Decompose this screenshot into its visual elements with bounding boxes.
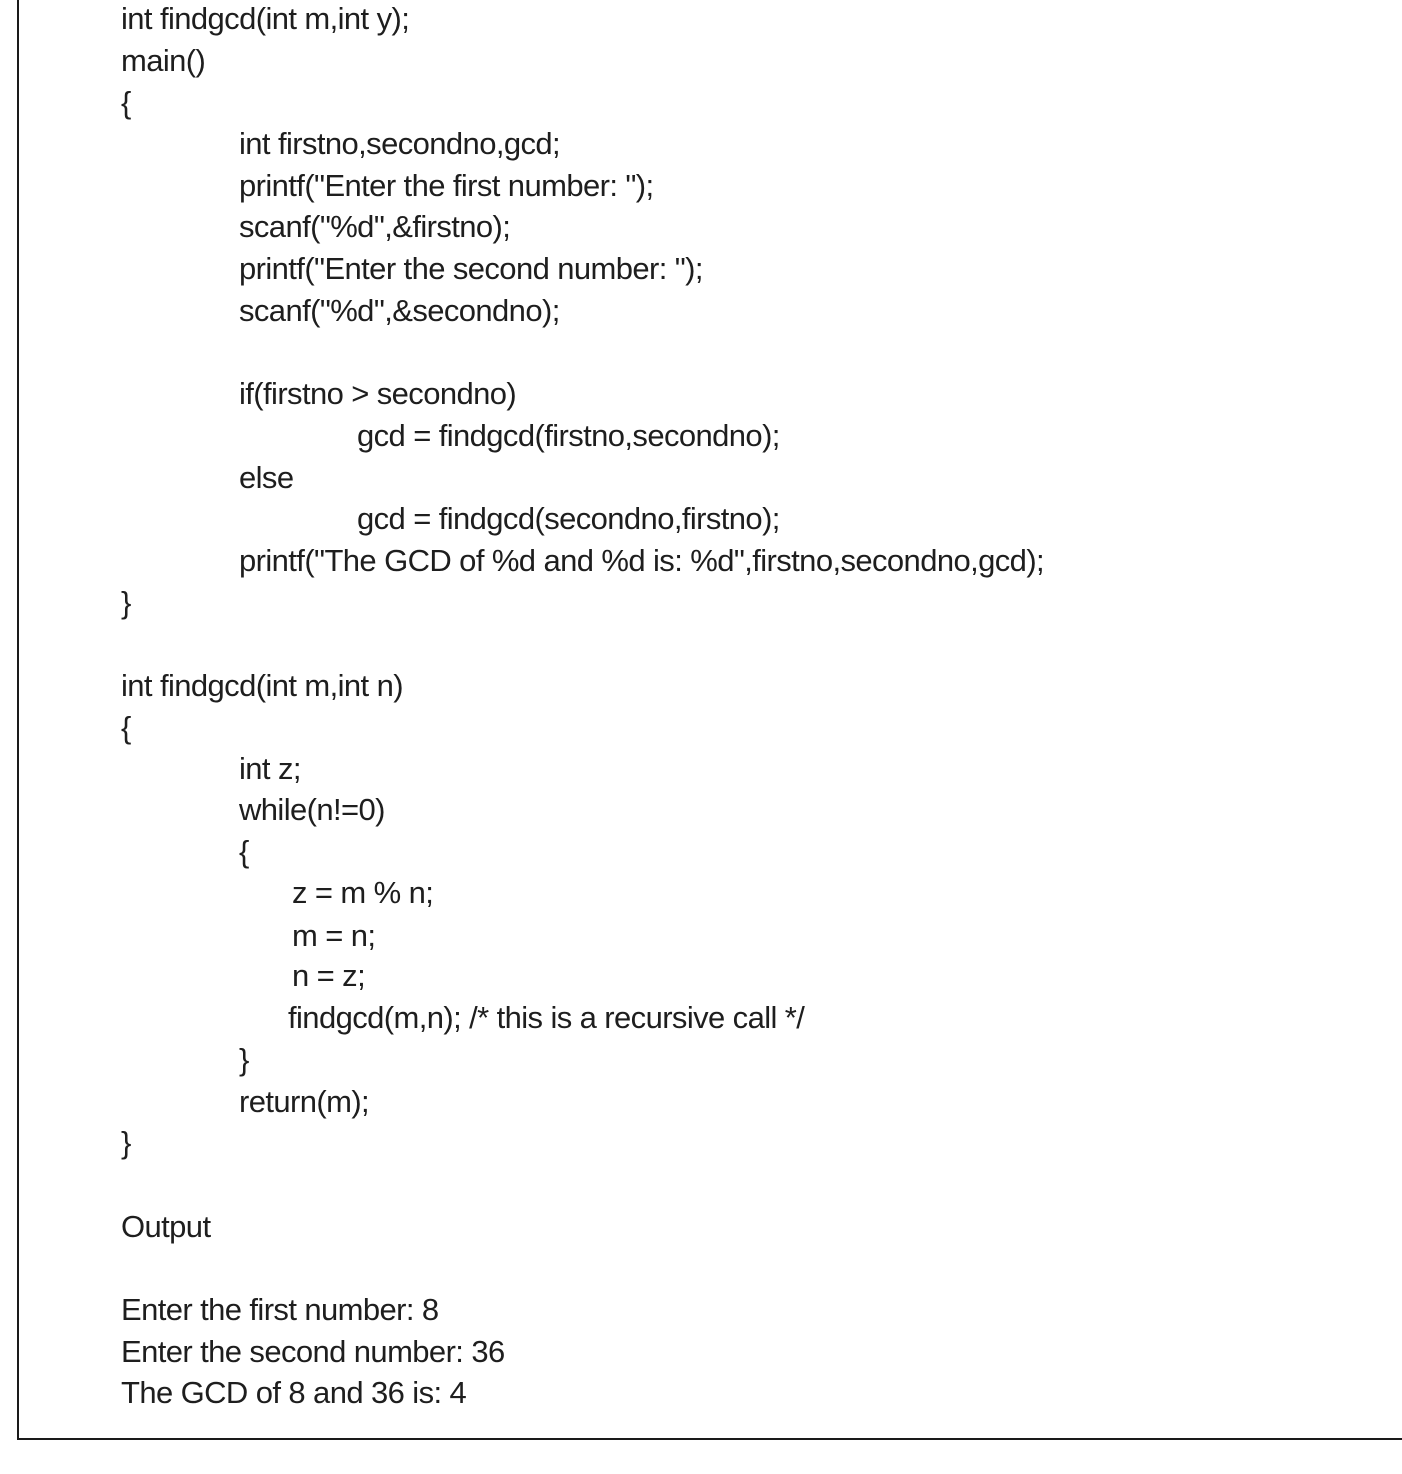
code-line: z = m % n; <box>292 875 434 910</box>
code-line: if(firstno > secondno) <box>239 376 517 411</box>
code-line: } <box>121 585 131 620</box>
code-line: while(n!=0) <box>239 792 385 827</box>
output-line: The GCD of 8 and 36 is: 4 <box>121 1375 467 1410</box>
code-line: int z; <box>239 751 301 786</box>
code-line: main() <box>121 43 206 78</box>
output-line: Enter the second number: 36 <box>121 1334 505 1369</box>
code-line: printf("Enter the second number: "); <box>239 251 703 286</box>
code-line: gcd = findgcd(firstno,secondno); <box>357 418 780 453</box>
code-line: n = z; <box>292 958 366 993</box>
code-line: int findgcd(int m,int y); <box>121 1 410 36</box>
code-line: printf("The GCD of %d and %d is: %d",firstno,secondno,gcd); <box>239 543 1045 578</box>
code-line: scanf("%d",&firstno); <box>239 209 511 244</box>
code-line: } <box>239 1042 249 1077</box>
output-line: Enter the first number: 8 <box>121 1292 439 1327</box>
code-line: return(m); <box>239 1084 370 1119</box>
code-line: { <box>121 710 131 745</box>
code-line: m = n; <box>292 918 376 953</box>
code-line: { <box>121 85 131 120</box>
code-line: gcd = findgcd(secondno,firstno); <box>357 501 780 536</box>
document-border <box>17 0 1402 1440</box>
code-line: } <box>121 1125 131 1160</box>
code-line: int firstno,secondno,gcd; <box>239 126 561 161</box>
code-line: { <box>239 834 249 869</box>
code-line: printf("Enter the first number: "); <box>239 168 654 203</box>
code-line: int findgcd(int m,int n) <box>121 668 403 703</box>
output-heading: Output <box>121 1209 211 1244</box>
code-line: else <box>239 460 294 495</box>
code-line: scanf("%d",&secondno); <box>239 293 560 328</box>
code-line: findgcd(m,n); /* this is a recursive call */ <box>288 1000 805 1035</box>
